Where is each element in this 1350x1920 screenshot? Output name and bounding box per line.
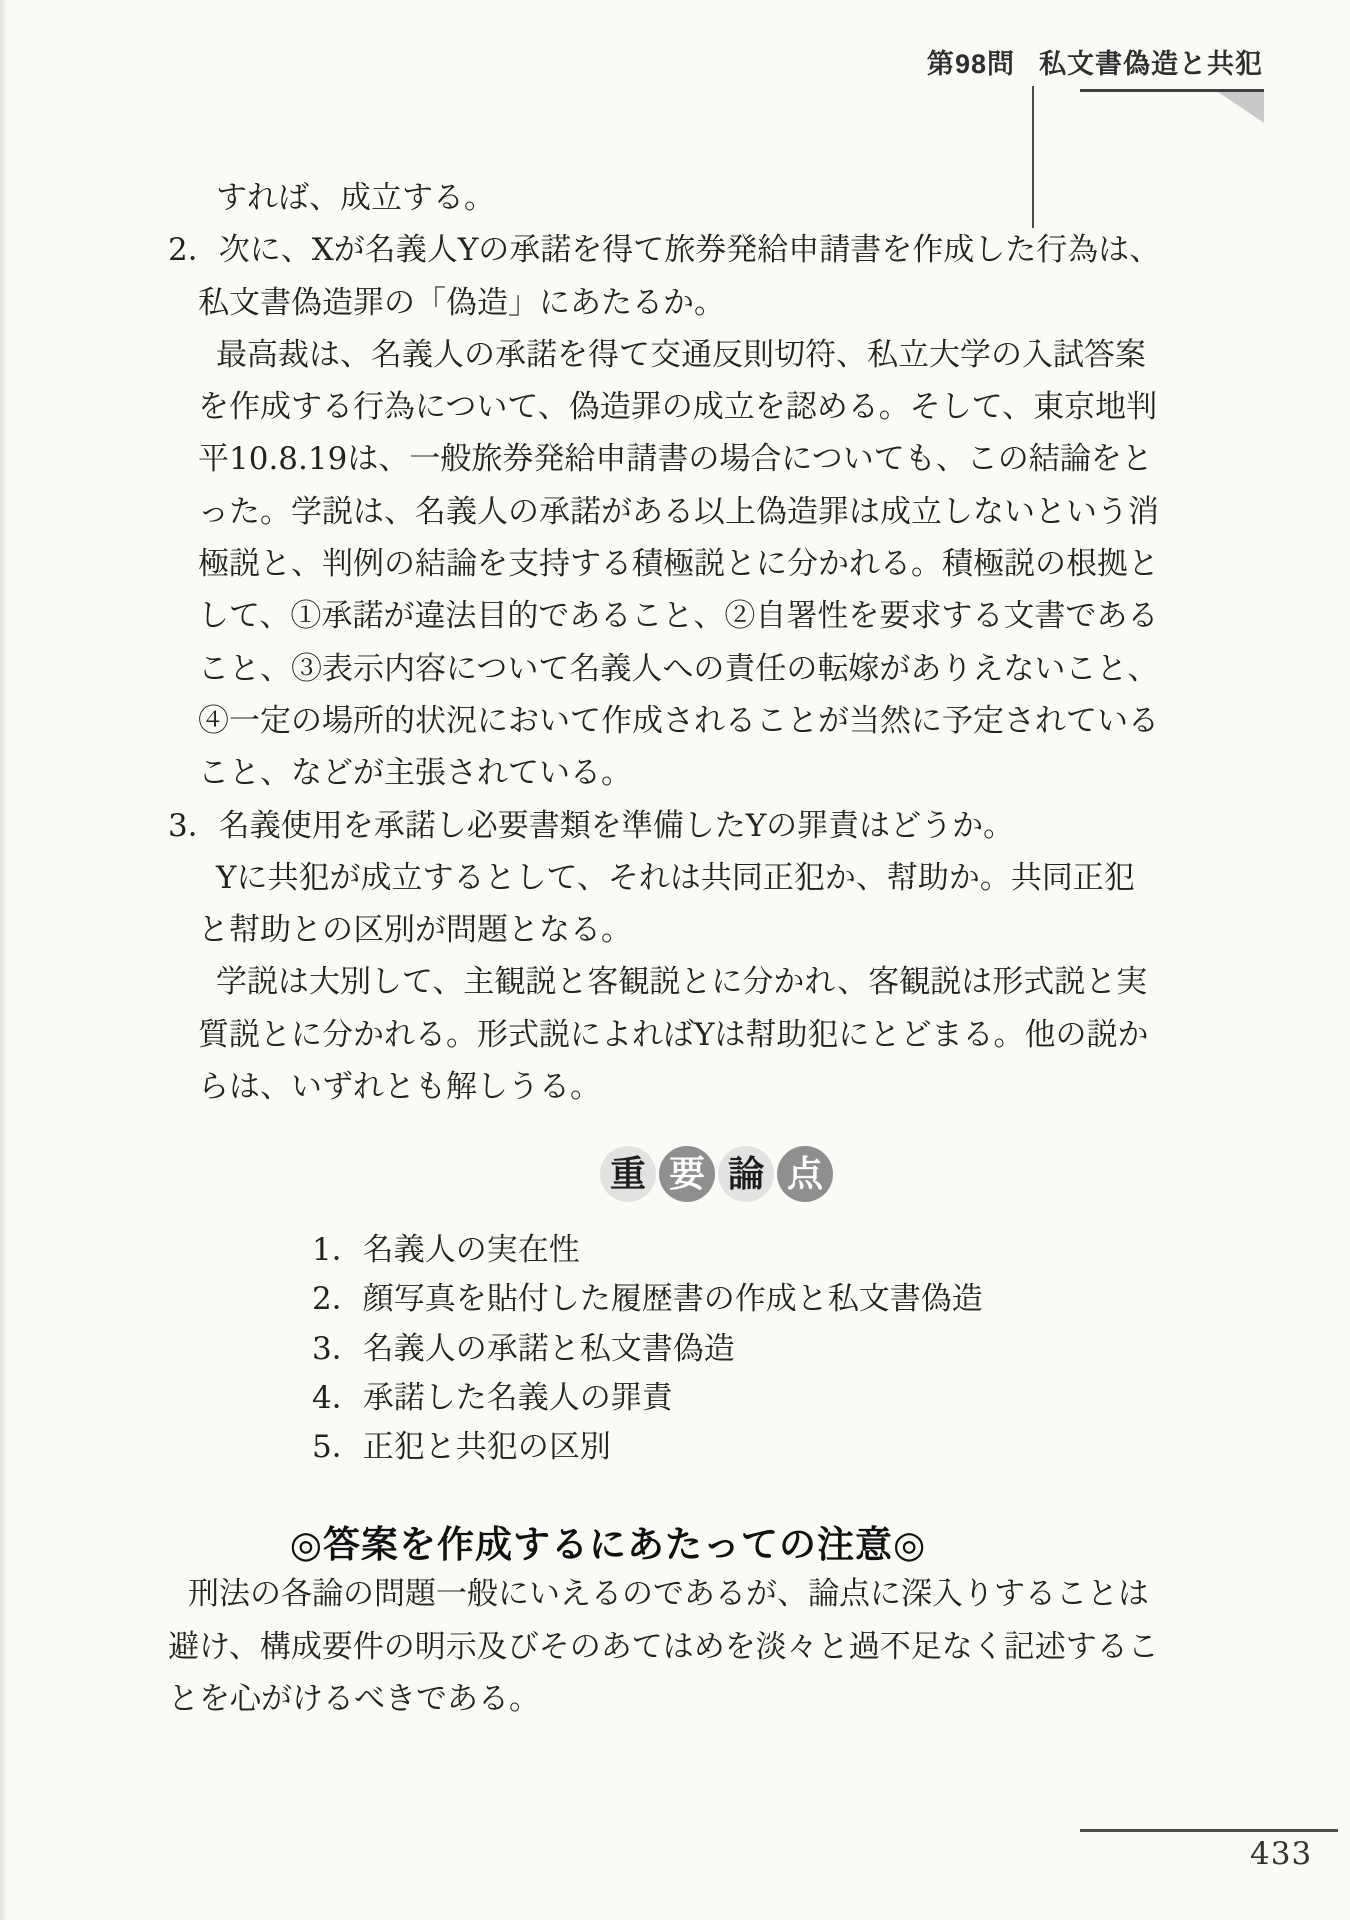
badge-circle: 点	[777, 1146, 833, 1202]
text-line: 最高裁は、名義人の承諾を得て交通反則切符、私立大学の入試答案	[216, 336, 1146, 373]
text-line: 質説とに分かれる。形式説によればYは幇助犯にとどまる。他の説か	[198, 1016, 1149, 1053]
text-line: 学説は大別して、主観説と客観説とに分かれ、客観説は形式説と実	[216, 964, 1148, 1001]
text-line: 避け、構成要件の明示及びそのあてはめを淡々と過不足なく記述するこ	[168, 1628, 1159, 1665]
text-line: った。学説は、名義人の承諾がある以上偽造罪は成立しないという消	[198, 493, 1159, 530]
text-line: とを心がけるべきである。	[168, 1681, 540, 1717]
text-line: らは、いずれとも解しうる。	[198, 1069, 601, 1106]
key-point-item: 2．顔写真を貼付した履歴書の作成と私文書偽造	[312, 1281, 983, 1318]
footer-rule	[1080, 1829, 1338, 1832]
key-point-item: 1．名義人の実在性	[312, 1232, 580, 1268]
text-line: すれば、成立する。	[216, 180, 495, 216]
header-underline	[1080, 89, 1264, 92]
key-point-item: 4．承諾した名義人の罪責	[312, 1379, 673, 1416]
key-points-badge	[600, 1146, 833, 1202]
chapter-number: 第98問	[926, 49, 1015, 79]
commentary-text	[168, 172, 1161, 1113]
key-point-item: 3．名義人の承諾と私文書偽造	[312, 1330, 735, 1367]
notice-paragraph	[168, 1568, 1159, 1726]
text-line: 3．名義使用を承諾し必要書類を準備したYの罪責はどうか。	[168, 807, 1015, 844]
key-points-list	[312, 1226, 983, 1472]
text-line: 刑法の各論の問題一般にいえるのであるが、論点に深入りすることは	[188, 1576, 1149, 1612]
badge-circle: 要	[659, 1146, 715, 1202]
text-line: こと、③表示内容について名義人への責任の転嫁がありえないこと、	[198, 650, 1159, 687]
text-line: と幇助との区別が問題となる。	[198, 912, 632, 949]
text-line: 極説と、判例の結論を支持する積極説とに分かれる。積極説の根拠と	[198, 546, 1159, 583]
notice-heading: ◎答案を作成するにあたっての注意◎	[289, 1524, 927, 1565]
key-point-item: 5．正犯と共犯の区別	[312, 1429, 611, 1466]
text-line: 2．次に、Xが名義人Yの承諾を得て旅券発給申請書を作成した行為は、	[168, 232, 1161, 269]
badge-circle: 重	[600, 1146, 656, 1202]
text-line: ④一定の場所的状況において作成されることが当然に予定されている	[198, 702, 1159, 739]
text-line: Yに共犯が成立するとして、それは共同正犯か、幇助か。共同正犯	[216, 859, 1135, 896]
page-header	[927, 42, 1263, 81]
corner-fold-triangle	[1218, 92, 1264, 123]
page-title: 私文書偽造と共犯	[1039, 49, 1263, 79]
page-number: 433	[1250, 1836, 1313, 1872]
text-line: こと、などが主張されている。	[198, 755, 632, 792]
text-line: 私文書偽造罪の「偽造」にあたるか。	[198, 284, 725, 321]
text-line: 平10.8.19は、一般旅券発給申請書の場合についても、この結論をと	[198, 441, 1153, 478]
badge-circle: 論	[718, 1146, 774, 1202]
text-line: して、①承諾が違法目的であること、②自署性を要求する文書である	[198, 598, 1159, 635]
text-line: を作成する行為について、偽造罪の成立を認める。そして、東京地判	[198, 389, 1158, 426]
